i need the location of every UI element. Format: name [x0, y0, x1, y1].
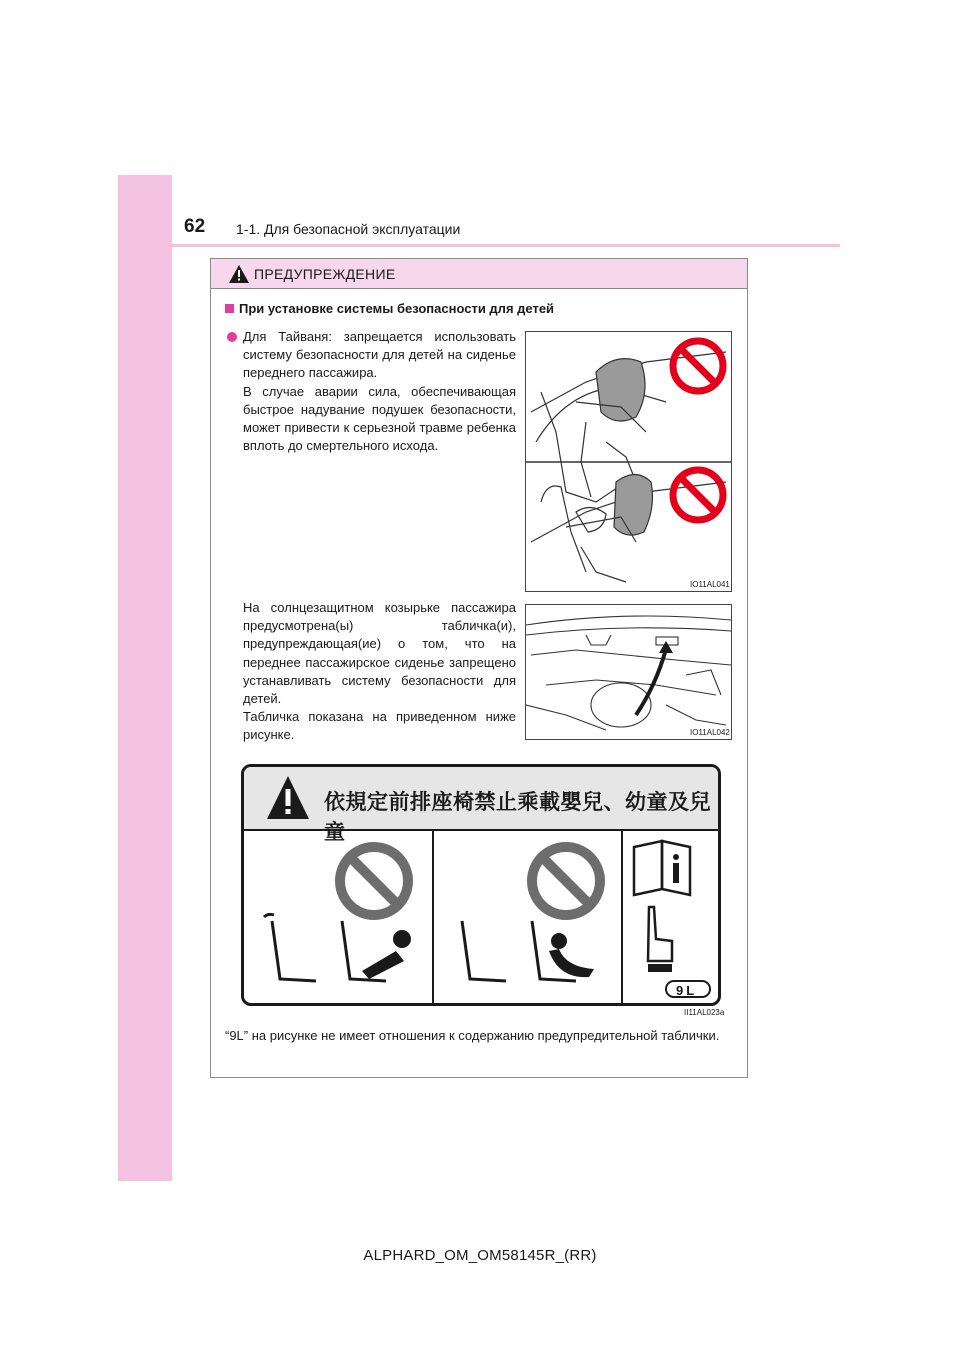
airbag-illustration	[525, 331, 732, 592]
square-bullet-icon	[225, 304, 234, 313]
figure-code: IO11AL041	[690, 580, 730, 589]
sunvisor-illustration	[525, 604, 732, 740]
warning-header	[211, 259, 747, 289]
prohibition-icon	[532, 847, 600, 915]
round-bullet-icon	[227, 332, 237, 342]
warning-label-header	[244, 767, 718, 844]
side-tab	[118, 175, 172, 1181]
prohibition-icon	[673, 470, 723, 520]
section-title: 1-1. Для безопасной эксплуатации	[236, 221, 461, 237]
paragraph-line: Для Тайваня: запрещается использовать систему безопасности для детей на сиденье переднего пассажира.	[243, 329, 516, 381]
header-rule	[118, 244, 840, 247]
page-number: 62	[184, 216, 206, 237]
child-seat-icon	[362, 930, 411, 979]
manual-icon	[634, 841, 690, 972]
warning-label-badge: 9L	[676, 983, 698, 998]
warning-label	[241, 764, 721, 1006]
paragraph-note: “9L” на рисунке не имеет отношения к содержанию предупредительной таблички.	[225, 1028, 720, 1043]
prohibition-icon	[673, 341, 723, 391]
paragraph-line: На солнцезащитном козырьке пассажира предусмотрена(ы) табличка(и), предупреждающая(ие) о том, что на переднее пассажирское сиденье запрещено устанавливать систему безопасности для детей.	[243, 600, 516, 707]
airbag-drawing	[526, 332, 731, 591]
warning-label-pictograms	[244, 829, 718, 1003]
warning-triangle-icon	[266, 775, 310, 821]
infant-seat-icon	[549, 933, 594, 977]
paragraph-taiwan	[243, 328, 516, 455]
paragraph-line: В случае аварии сила, обеспечивающая быстрое надувание подушек безопасности, может привести к серьезной травме ребенка вплоть до смертельного исхода.	[243, 383, 516, 454]
warning-label-text: 依規定前排座椅禁止乘載嬰兒、幼童及兒童	[324, 791, 711, 844]
warning-title: ПРЕДУПРЕЖДЕНИЕ	[254, 266, 396, 282]
paragraph-line: Табличка показана на приведенном ниже рисунке.	[243, 709, 516, 743]
figure-code: IO11AL042	[690, 728, 730, 737]
footer-code: ALPHARD_OM_OM58145R_(RR)	[363, 1247, 597, 1264]
warning-box	[210, 258, 748, 1078]
prohibition-icon	[340, 847, 408, 915]
sub-heading	[225, 301, 554, 316]
sub-heading-text: При установке системы безопасности для детей	[239, 301, 555, 316]
warning-triangle-icon	[229, 265, 249, 283]
figure-code: II11AL023a	[684, 1008, 725, 1017]
cabin-drawing	[526, 605, 731, 739]
paragraph-sunvisor	[243, 599, 516, 745]
